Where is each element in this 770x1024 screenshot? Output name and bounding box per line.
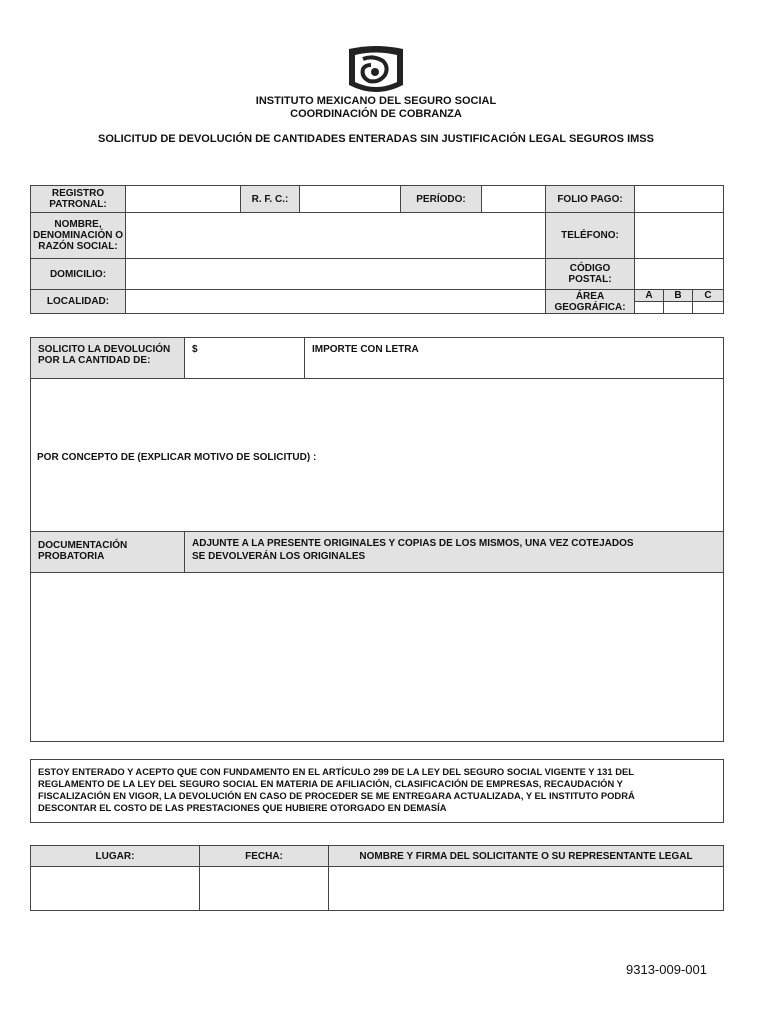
nombre-firma-label: NOMBRE Y FIRMA DEL SOLICITANTE O SU REPRESENTANTE LEGAL (328, 845, 724, 867)
concepto-label: POR CONCEPTO DE (EXPLICAR MOTIVO DE SOLICITUD) : (37, 452, 317, 463)
area-a-label: A (634, 289, 664, 302)
fecha-field[interactable] (199, 866, 329, 911)
domicilio-field[interactable] (125, 258, 546, 290)
telefono-label: TELÉFONO: (545, 212, 635, 259)
importe-letra-label: IMPORTE CON LETRA (312, 344, 419, 355)
form-title: SOLICITUD DE DEVOLUCIÓN DE CANTIDADES ENTERADAS SIN JUSTIFICACIÓN LEGAL SEGUROS IMSS (98, 133, 654, 145)
nombre-firma-field[interactable] (328, 866, 724, 911)
nombre-label: NOMBRE, DENOMINACIÓN O RAZÓN SOCIAL: (30, 212, 126, 259)
area-b-label: B (663, 289, 693, 302)
area-geografica-label: ÁREA GEOGRÁFICA: (545, 289, 635, 314)
area-c-label: C (692, 289, 724, 302)
documentacion-note-line2: SE DEVOLVERÁN LOS ORIGINALES (192, 551, 366, 562)
documentacion-field[interactable] (30, 572, 724, 742)
form-code: 9313-009-001 (626, 962, 707, 977)
periodo-label: PERÍODO: (400, 185, 482, 213)
area-c-checkbox[interactable] (692, 301, 724, 314)
lugar-label: LUGAR: (30, 845, 200, 867)
imss-eagle-logo-icon (345, 45, 407, 97)
declaration-line3: FISCALIZACIÓN EN VIGOR, LA DEVOLUCIÓN EN CASO DE PROCEDER SE ME ENTREGARA ACTUALIZADA, Y EL INSTITUTO PODRÁ (38, 790, 635, 801)
folio-pago-label: FOLIO PAGO: (545, 185, 635, 213)
telefono-field[interactable] (634, 212, 724, 259)
documentacion-note (184, 531, 724, 573)
folio-pago-field[interactable] (634, 185, 724, 213)
declaration-line2: REGLAMENTO DE LA LEY DEL SEGURO SOCIAL EN MATERIA DE AFILIACIÓN, CLASIFICACIÓN DE EMPRESAS, RECAUDACIÓN Y (38, 778, 623, 789)
fecha-label: FECHA: (199, 845, 329, 867)
declaration-line1: ESTOY ENTERADO Y ACEPTO QUE CON FUNDAMENTO EN EL ARTÍCULO 299 DE LA LEY DEL SEGURO SOCIAL VIGENTE Y 131 DEL (38, 766, 634, 777)
codigo-postal-label: CÓDIGO POSTAL: (545, 258, 635, 290)
registro-patronal-label: REGISTRO PATRONAL: (30, 185, 126, 213)
importe-letra-field[interactable] (304, 337, 724, 379)
nombre-field[interactable] (125, 212, 546, 259)
declaration-box (30, 759, 724, 823)
rfc-label: R. F. C.: (240, 185, 300, 213)
declaration-line4: DESCONTAR EL COSTO DE LAS PRESTACIONES QUE HUBIERE OTORGADO EN DEMASÍA (38, 802, 447, 813)
department-name: COORDINACIÓN DE COBRANZA (290, 108, 462, 120)
codigo-postal-field[interactable] (634, 258, 724, 290)
documentacion-note-line1: ADJUNTE A LA PRESENTE ORIGINALES Y COPIAS DE LOS MISMOS, UNA VEZ COTEJADOS (192, 538, 634, 549)
registro-patronal-field[interactable] (125, 185, 241, 213)
solicito-label: SOLICITO LA DEVOLUCIÓN POR LA CANTIDAD DE: (30, 337, 185, 379)
amount-field[interactable] (184, 337, 305, 379)
localidad-field[interactable] (125, 289, 546, 314)
area-a-checkbox[interactable] (634, 301, 664, 314)
dollar-sign: $ (192, 344, 198, 355)
periodo-field[interactable] (481, 185, 546, 213)
documentacion-label: DOCUMENTACIÓN PROBATORIA (30, 531, 185, 573)
domicilio-label: DOMICILIO: (30, 258, 126, 290)
rfc-field[interactable] (299, 185, 401, 213)
lugar-field[interactable] (30, 866, 200, 911)
institution-name: INSTITUTO MEXICANO DEL SEGURO SOCIAL (255, 95, 497, 107)
area-b-checkbox[interactable] (663, 301, 693, 314)
localidad-label: LOCALIDAD: (30, 289, 126, 314)
